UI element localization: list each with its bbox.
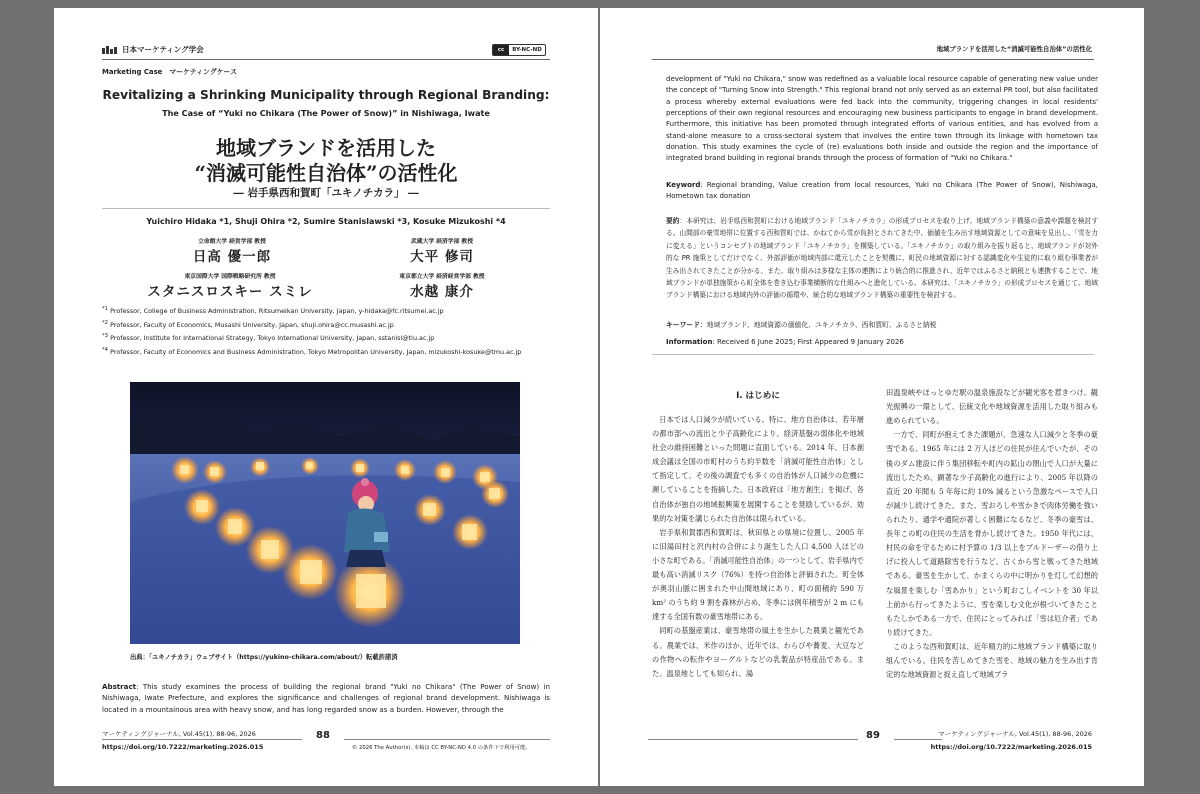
footer-rule-right (894, 739, 942, 740)
abstract-text: : This study examines the process of building the regional brand "Yuki no Chikara" (The Power of Snow) in Nishiwaga, Iwate Prefecture, and explores the significance and challenges of regional brand development. Nishiwaga is located in a mountainous area with heavy snow, and has long regarded snow as a burden. However, through the (102, 682, 550, 714)
title-ja-line1: 地域ブランドを活用した (216, 136, 436, 160)
authors-en: Yuichiro Hidaka *1, Shuji Ohira *2, Sumire Stanislawski *3, Kosuke Mizukoshi *4 (146, 217, 506, 226)
author-block-3: 東京国際大学 国際戦略研究所 教授 スタニスロスキー スミレ (130, 271, 330, 300)
footer-journal-left: マーケティングジャーナル, Vol.45(1), 88-96, 2026 (102, 730, 256, 738)
footer-journal-right: マーケティングジャーナル, Vol.45(1), 88-96, 2026 (938, 730, 1092, 738)
summary-ja: 要約：本研究は、岩手県西和賀町における地域ブランド「ユキノチカラ」の形成プロセスを取り上げ、地域ブランド構築の意義や課題を検討する。山間部の豪雪地帯に位置する西和賀町では、かねてから雪が負担とされてきた中、価値を生み出す地域資源としての意味を見出し、「雪を力に変える」というコンセプトの地域ブランド「ユキノチカラ」を構築している。「ユキノチカラ」の取り組みを振り返ると、地域ブランドが対外的な PR 施策としてだけでなく、外部評価が地域内部に還元したことを契機に、町民の地域資源に対する認識変化や生徒的に取り組む事業者が生み出されてきたことが分かる。また、取り組みは多様な主体の連携により統合的に推進され、近年ではふるさと納税とも連携することで、地域ブランドが単独施策から町全体を巻き込む事業横断的な仕組みへと進化している。本研究は、「ユキノチカラ」の形成プロセスを通じて、地域ブランド構築における地域内外の評価の循環や、統合的な地域ブランド構築の重要性を検討する。 (666, 217, 1099, 300)
footer-copyright: © 2026 The Author(s). 本稿は CC BY-NC-ND 4.0 の条件下で利用可能。 (352, 745, 531, 751)
author-name: 大平 修司 (410, 249, 474, 265)
header-rule (652, 59, 1094, 60)
author-name: 日高 優一郎 (192, 249, 272, 265)
author-block-4: 東京都立大学 経済経営学部 教授 水越 康介 (372, 271, 512, 300)
author-block-1: 立命館大学 経営学部 教授 日高 優一郎 (152, 236, 312, 265)
paragraph: 一方で、同町が抱えてきた課題が、急速な人口減少と冬季の豪雪である。1965 年には 2 万人ほどの住民が住んでいたが、その後のダム建設に伴う集団移転や町内の鉱山の閉山で人口が大量に流出したため、顕著な少子高齢化の進行により、2005 年以降の直近 20 年間も 5 年毎に約 10% 減るという急激なペースで人口が減少し続けてきた。また、雪おろしや雪かきで肉体労働を強いられたり、通学や通院が著しく困難になるなど、冬季の豪雪は、長年この町の住民の生活を脅かし続けてきた。1950 年代には、村民の命を守るために村予算の 1/3 以上をブルドーザーの借り上げに投入して道路除雪を行うなど、古くから雪と戦ってきた地域である。豪雪を生かして、かまくらの中に明かりを灯して幻想的な風景を楽しむ「雪あかり」という町おこしイベントを 30 年以上前から行ってきたように、雪を楽しむ文化が根づいてきたこともたしかである一方で、住民にとってみれば「雪は厄介者」であり続けてきた。 (886, 430, 1098, 637)
society-name: 日本マーケティング学会 (122, 45, 204, 54)
body-column-2 (886, 386, 1098, 682)
photo-illustration (130, 382, 520, 644)
abstract (102, 681, 550, 715)
society-logo-icon (102, 46, 118, 54)
affiliation-line: $^{*2}$ Professor, Faculty of Economics, Musashi University, Japan, shuji.ohira@cc.musashi.ac.jp (102, 319, 394, 329)
keywords-en: Keyword: Regional branding, Value creation from local resources, Yuki no Chikara (The Power of Snow), Nishiwaga, Hometown tax donation (666, 181, 1098, 201)
footer-rule-left (102, 739, 302, 740)
paragraph: 田温泉峡やほっとゆだ駅の温泉施設などが観光客を惹きつけ、観光振興の一環として、伝統文化や地域資源を活用した取り組みも進められている。 (886, 388, 1098, 426)
affiliation-line: $^{*4}$ Professor, Faculty of Economics and Business Administration, Tokyo Metropolitan University, Japan, mizukoshi-kosuke@tmu.ac.jp (102, 347, 522, 357)
title-rule (102, 208, 550, 209)
page-number-88: 88 (316, 730, 330, 741)
abstract-continued: development of "Yuki no Chikara," snow was redefined as a valuable local resource capable of generating new value under the concept of "Turning Snow into Strength." This regional brand not only served as an external PR tool, but also facilitated a process whereby external evaluations were fed back into the community, triggering changes in local residents' perceptions of their own regional resources and encouraging new business participants to engage in brand development. Furthermore, this initiative has been promoted through integrated efforts of various entities, and has evolved from a stand-alone measure to a cross-sectoral system that involves the entire town through its linkage with hometown tax donation. This study examines the cycle of (re) evaluations both inside and outside the region and the importance of integrated brand building in regional brands through the process of formation of "Yuki no Chikara." (666, 75, 1098, 163)
paragraph: このような西和賀町は、近年精力的に地域ブランド構築に取り組んでいる。住民を苦しめてきた雪を、地域の魅力を生み出す肯定的な地域資源と捉え直して地域ブラ (886, 641, 1098, 680)
author-block-2: 武蔵大学 経済学部 教授 大平 修司 (372, 236, 512, 265)
right-page (600, 8, 1144, 786)
paragraph: 同町の基盤産業は、豪雪地帯の風土を生かした農業と観光である。農業では、米作のほか、近年では、わらびや蕎麦、大豆などの作物への転作やヨーグルトなどの乳製品が特産品である。また、温泉地としても知られ、湯 (652, 626, 864, 678)
body-rule (652, 354, 1094, 355)
paragraph: 岩手県和賀郡西和賀町は、秋田県との県境に位置し、2005 年に旧湯田村と沢内村の合併により誕生した人口 4,500 人ほどの小さな町である。「消滅可能性自治体」の一つとして、岩手県内で最も高い消滅リスク（76%）を持つ自治体と評価された。町全体が奥羽山脈に囲まれた中山間地域にあり、町の面積約 590 万 km² のうち約 9 割を森林が占め、冬季には例年積雪が 2 m にも達する全国有数の豪雪地帯にある。 (652, 527, 864, 622)
footer-rule-left (648, 739, 858, 740)
affiliations-en (102, 306, 562, 356)
society-header (102, 44, 204, 55)
subtitle-ja: ― 岩手県西和賀町「ユキノチカラ」 ― (233, 187, 419, 199)
category-label: Marketing Case マーケティングケース (102, 68, 237, 76)
title-en: Revitalizing a Shrinking Municipality through Regional Branding: (102, 88, 550, 102)
footer-doi-right: https://doi.org/10.7222/marketing.2026.015 (930, 743, 1092, 751)
body-column-1 (652, 384, 864, 681)
left-page (54, 8, 598, 786)
snow-lantern-photo (130, 382, 520, 644)
footer-rule-right (344, 739, 550, 740)
abstract-label: Abstract (102, 682, 137, 691)
article-info: Information: Received 6 June 2025; First Appeared 9 January 2026 (666, 338, 904, 346)
footer-doi-left: https://doi.org/10.7222/marketing.2026.015 (102, 743, 264, 751)
license-badge: cc BY-NC-ND (492, 44, 546, 56)
section-heading: I. はじめに (736, 391, 780, 401)
author-name: スタニスロスキー スミレ (147, 284, 313, 300)
running-head: 地域ブランドを活用した“消滅可能性自治体”の活性化 (936, 45, 1092, 53)
affiliation-line: $^{*3}$ Professor, Institute for International Strategy, Tokyo International University, Japan, sstanisl@tiu.ac.jp (102, 333, 435, 343)
photo-caption: 出典：「ユキノチカラ」ウェブサイト（https://yukino-chikara.com/about/）転載許諾済 (130, 654, 398, 661)
affiliation-line: $^{*1}$ Professor, College of Business Administration, Ritsumeikan University, Japan, y-hidaka@fc.ritsumei.ac.jp (102, 306, 444, 316)
author-name: 水越 康介 (410, 284, 474, 300)
title-ja-line2: “消滅可能性自治体”の活性化 (194, 161, 458, 185)
subtitle-en: The Case of “Yuki no Chikara (The Power of Snow)” in Nishiwaga, Iwate (162, 108, 490, 118)
keywords-ja: キーワード：地域ブランド、地域資源の価値化、ユキノチカラ、西和賀町、ふるさと納税 (666, 321, 937, 329)
cc-icon: cc (493, 45, 509, 55)
header-rule (102, 59, 550, 60)
paragraph: 日本では人口減少が続いている。特に、地方自治体は、若年層の都市部への流出と少子高齢化により、経済基盤の弱体化や地域社会の維持困難といった問題に直面している。2014 年、日本創成会議は全国の市町村のうち約半数を「消滅可能性自治体」として指定して、その後の調査でも多くの自治体が人口減少の危機に瀕していることを指摘した。日本政府は「地方創生」を掲げ、各自治体が独自の地域振興策を展開することを奨励しているが、効果的な対策を講じられた自治体は限られている。 (652, 414, 864, 523)
page-number-89: 89 (866, 730, 880, 741)
